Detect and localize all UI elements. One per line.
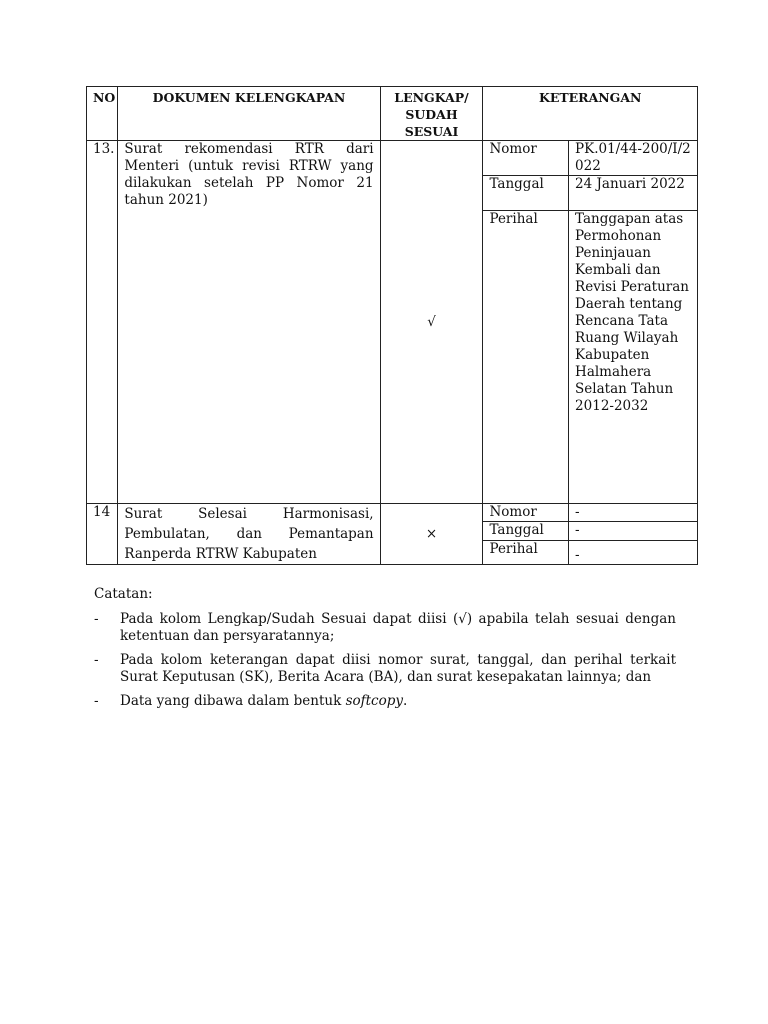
note-text-suffix: . (403, 693, 408, 709)
keterangan-label: Perihal (483, 540, 569, 564)
keterangan-label: Nomor (483, 504, 569, 522)
keterangan-label: Tanggal (483, 176, 569, 211)
keterangan-label: Tanggal (483, 522, 569, 540)
keterangan-value: - (569, 522, 698, 540)
notes-list (94, 611, 676, 710)
keterangan-label: Nomor (483, 141, 569, 176)
keterangan-value: PK.01/44-200/I/2022 (569, 141, 698, 176)
row-no: 14 (87, 504, 118, 565)
dokumen-line: Ranperda RTRW Kabupaten (124, 546, 317, 562)
keterangan-value: - (569, 504, 698, 522)
note-text-emphasis: softcopy (345, 693, 403, 709)
keterangan-value: Tanggapan atas Permohonan Peninjauan Kembali dan Revisi Peraturan Daerah tentang Rencana Tata Ruang Wilayah Kabupaten Halmahera Selatan Tahun 2012-2032 (569, 211, 698, 504)
note-text: Pada kolom Lengkap/Sudah Sesuai dapat diisi (√) apabila telah sesuai dengan ketentuan dan persyaratannya; (120, 611, 676, 644)
note-text-prefix: Data yang dibawa dalam bentuk (120, 693, 346, 709)
table-row (87, 504, 698, 522)
list-bullet: - (94, 693, 99, 709)
notes-section (94, 586, 676, 717)
header-dokumen: DOKUMEN KELENGKAPAN (118, 87, 380, 141)
row-dokumen: Surat rekomendasi RTR dari Menteri (untuk revisi RTRW yang dilakukan setelah PP Nomor 21 tahun 2021) (118, 141, 380, 504)
header-keterangan: KETERANGAN (483, 87, 698, 141)
list-item (94, 652, 676, 686)
header-lengkap: LENGKAP/ SUDAH SESUAI (380, 87, 483, 141)
keterangan-value: - (569, 540, 698, 564)
row-dokumen (118, 504, 380, 565)
list-bullet: - (94, 611, 99, 627)
kelengkapan-table (86, 86, 698, 565)
list-bullet: - (94, 652, 99, 668)
notes-title: Catatan: (94, 586, 153, 602)
table-row (87, 141, 698, 176)
header-no: NO (87, 87, 118, 141)
list-item (94, 693, 676, 710)
keterangan-label: Perihal (483, 211, 569, 504)
table-header-row (87, 87, 698, 141)
row-no: 13. (87, 141, 118, 504)
note-text (120, 693, 676, 710)
status-check-mark: √ (380, 141, 483, 504)
keterangan-value: 24 Januari 2022 (569, 176, 698, 211)
dokumen-line: Surat Selesai Harmonisasi, (124, 506, 374, 522)
status-cross-mark: × (380, 504, 483, 565)
dokumen-line: Pembulatan, dan Pemantapan (124, 526, 374, 542)
note-text: Pada kolom keterangan dapat diisi nomor surat, tanggal, dan perihal terkait Surat Keputusan (SK), Berita Acara (BA), dan surat kesepakatan lainnya; dan (120, 652, 676, 685)
list-item (94, 611, 676, 645)
